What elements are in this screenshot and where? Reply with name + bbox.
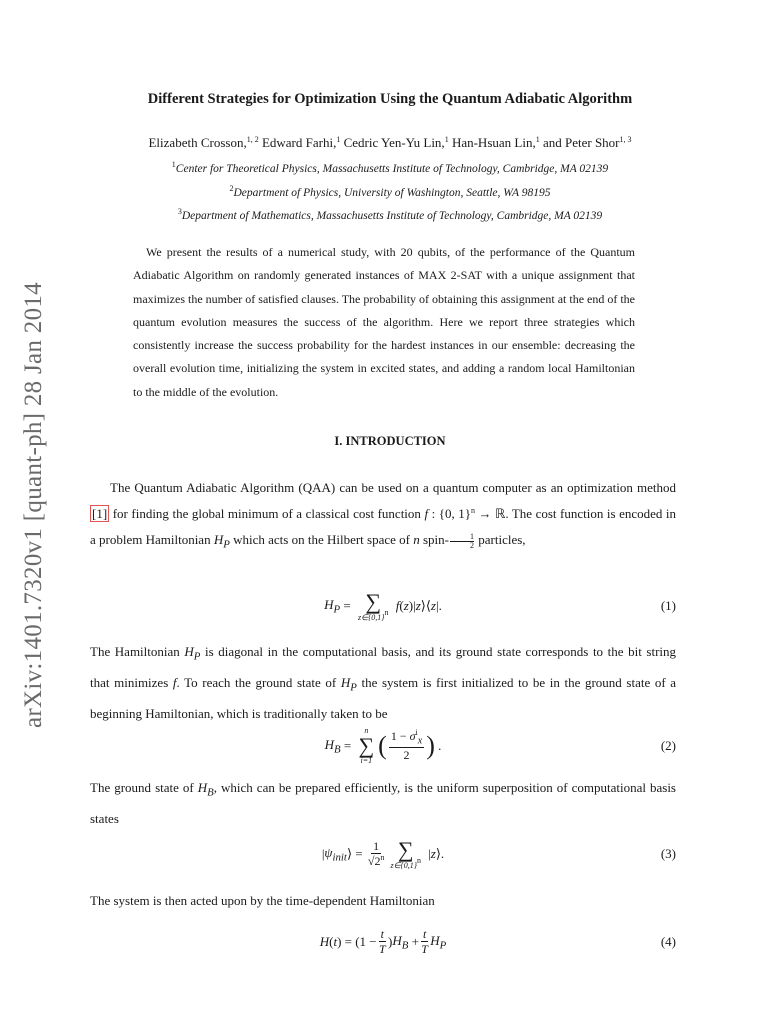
abstract: We present the results of a numerical study, with 20 qubits, of the performance of the Quantum Adiabatic Algorithm on randomly generated instances of MAX 2-SAT with a unique assignment that maximizes the number of satisfied clauses. The probability of obtaining this assignment at the end of the quantum evolution measures the success of the algorithm. Here we report three strategies which consistently increase the success probability for the hardest instances in our ensemble: decreasing the overall evolution time, initializing the system in excited states, and adding a random local Hamiltonian to the middle of the evolution. [133, 245, 635, 399]
citation-link[interactable]: [1] [92, 506, 108, 522]
section-heading: I. INTRODUCTION [334, 434, 446, 448]
affiliation: $^2$Department of Physics, University of Washington, Seattle, WA 98195 [229, 184, 551, 199]
paragraph: The Quantum Adiabatic Algorithm (QAA) can be used on a quantum computer as an optimization method [1] for finding the global minimum of a classical cost function f : {0, 1}$^n$ → ℝ. The cost function is encoded in a problem Hamiltonian $H_P$ which acts on the Hilbert space of n spin- $\frac{1}{2}$ particles, [90, 480, 677, 551]
affiliation: $^3$Department of Mathematics, Massachusetts Institute of Technology, Cambridge, MA 02139 [177, 207, 603, 222]
equation-number: (1) [660, 598, 676, 613]
equation-3: | $\psi_{init}$ ⟩ = $\frac{1}{√2^n}$ ∑ $z\in\{0,1\}^n$ | z ⟩. (3) [321, 836, 676, 870]
equation-number: (3) [660, 846, 676, 861]
equation-number: (4) [660, 934, 676, 949]
paragraph: The Hamiltonian $H_P$ is diagonal in the computational basis, and its ground state corresponds to the bit string that minimizes f. To reach the ground state of $H_P$ the system is first initialized to be in the ground state of a beginning Hamiltonian, which is traditionally taken to be [90, 644, 677, 721]
equation-number: (2) [660, 738, 676, 753]
paragraph: The ground state of $H_B$, which can be prepared efficiently, is the uniform superposition of computational basis states [90, 780, 676, 826]
paper-title: Different Strategies for Optimization Using the Quantum Adiabatic Algorithm [147, 91, 633, 107]
one-half-fraction: $\frac{1}{2}$ [450, 533, 474, 551]
author: Cedric Yen-Yu Lin,$^1$ [343, 135, 449, 150]
arxiv-identifier: arXiv:1401.7320v1 [quant-ph] 28 Jan 2014 [20, 282, 47, 728]
author: Han-Hsuan Lin,$^1$ [451, 135, 540, 150]
author-list [70, 135, 710, 151]
affiliation: $^1$Center for Theoretical Physics, Massachusetts Institute of Technology, Cambridge, MA 02139 [171, 160, 609, 175]
paragraph: The system is then acted upon by the time-dependent Hamiltonian [90, 893, 435, 908]
equation-2: $H_B$ = n ∑ i=1 ( $\frac{1 - \sigma^i_x}{2}$ ) . (2) [324, 726, 676, 765]
arxiv-sidebar [14, 270, 54, 740]
author: Edward Farhi,$^1$ [261, 135, 341, 150]
equation-1: $H_P$ = ∑ $z\in\{0,1\}^n$ f ( z )| z ⟩⟨ z |. (1) [324, 588, 676, 622]
author: and Peter Shor$^{1, 3}$ [542, 135, 632, 150]
equation-4: H ( t ) = (1 − $\frac{t}{T}$ ) $H_B$ + $\frac{t}{T}$ $H_P$ (4) [319, 926, 676, 956]
author: Elizabeth Crosson,$^{1, 2}$ [148, 135, 259, 150]
